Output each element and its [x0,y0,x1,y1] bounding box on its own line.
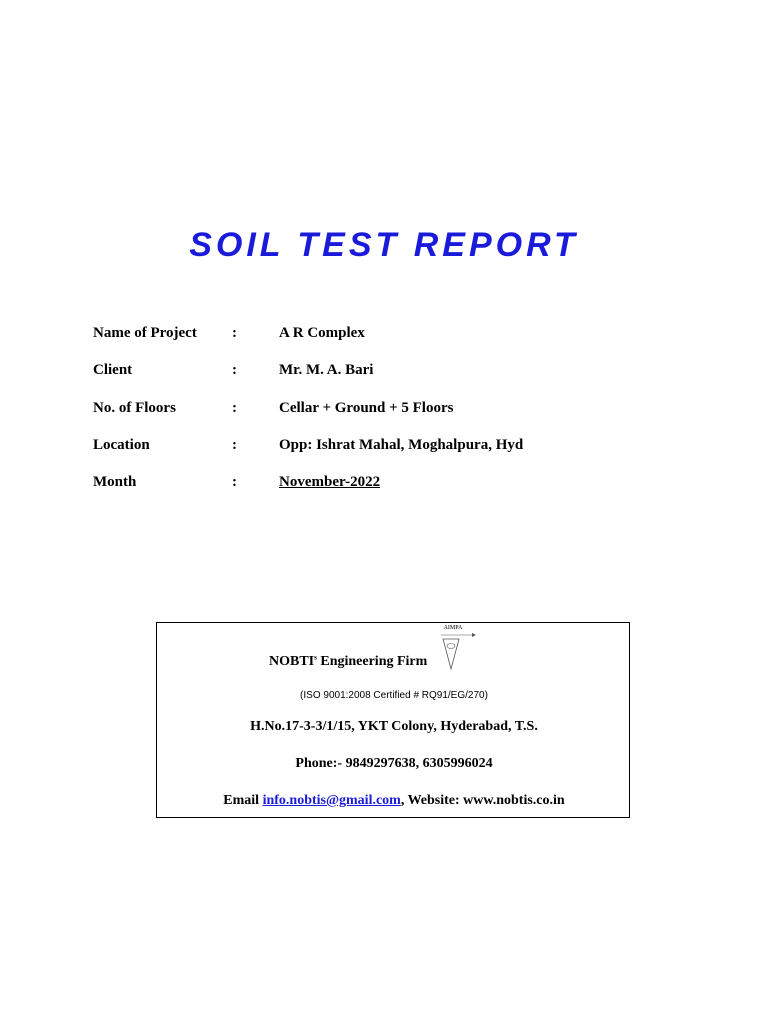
firm-contact-box [156,622,630,818]
field-row-month [93,474,653,494]
field-colon: : [232,474,237,490]
field-row-location [93,437,653,457]
email-label: Email [223,793,263,808]
firm-phone: Phone:- 9849297638, 6305996024 [295,756,493,771]
website-text: , Website: www.nobtis.co.in [400,793,565,808]
firm-name [269,654,427,670]
aimpa-logo-icon [441,625,481,671]
firm-name-suffix: Engineering Firm [316,654,428,669]
field-value: Cellar + Ground + 5 Floors [279,400,454,416]
firm-name-superscript: s [314,653,317,662]
field-colon: : [232,325,237,341]
field-label: No. of Floors [93,400,176,416]
firm-name-prefix: NOBTI [269,654,315,669]
field-colon: : [232,437,237,453]
field-label: Month [93,474,137,490]
firm-address: H.No.17-3-3/1/15, YKT Colony, Hyderabad, T.S. [250,719,538,734]
field-row-client [93,362,653,382]
field-colon: : [232,362,237,378]
field-label: Client [93,362,133,378]
email-link[interactable]: info.nobtis@gmail.com [262,793,401,808]
iso-certification: (ISO 9001:2008 Certified # RQ91/EG/270) [300,690,488,701]
field-value: Opp: Ishrat Mahal, Moghalpura, Hyd [279,437,524,453]
field-row-project [93,325,653,345]
report-title: SOIL TEST REPORT [189,226,579,264]
field-row-floors [93,400,653,420]
field-label: Location [93,437,150,453]
field-value: A R Complex [279,325,365,341]
logo-text: AIMPA [443,625,463,631]
firm-email-website [157,793,631,809]
field-label: Name of Project [93,325,197,341]
field-value: Mr. M. A. Bari [279,362,374,378]
aimpa-logo-graphic [441,633,481,671]
field-value: November-2022 [279,474,381,490]
field-colon: : [232,400,237,416]
